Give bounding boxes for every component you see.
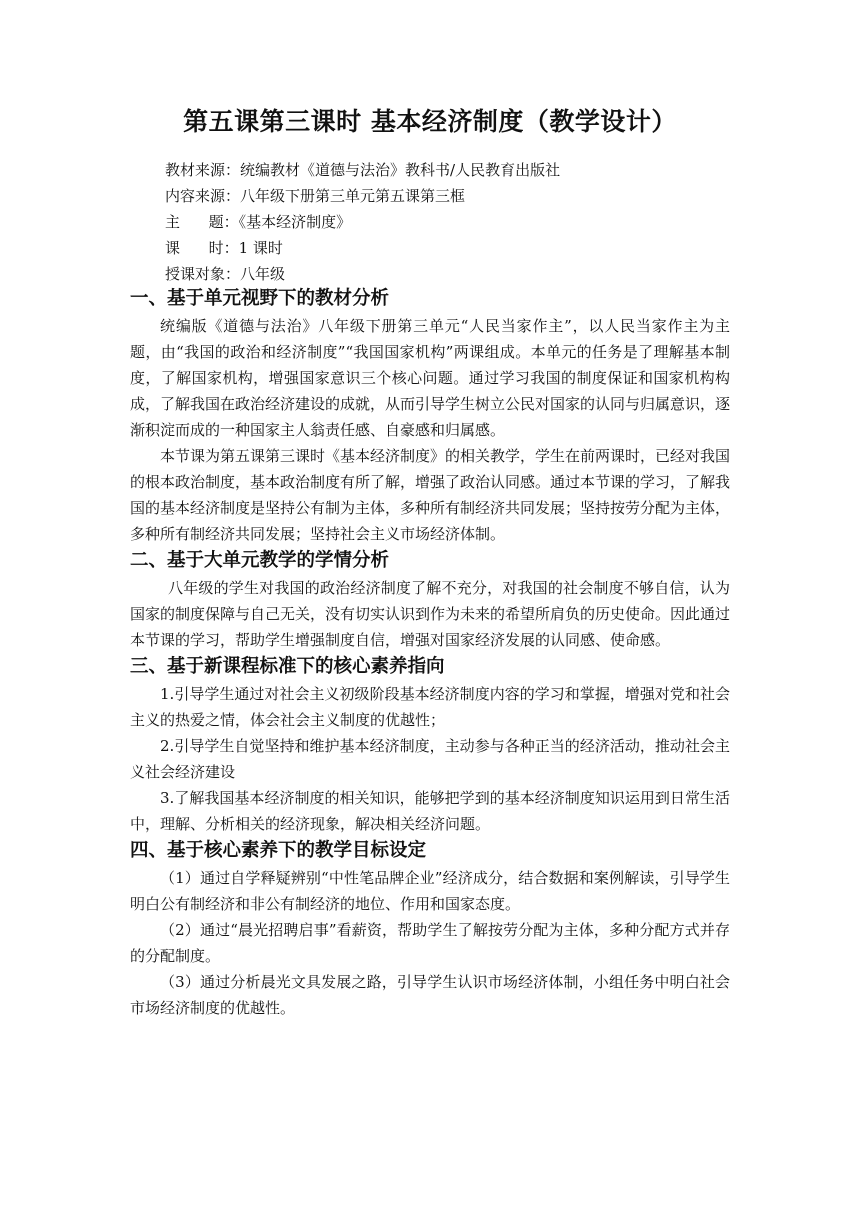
meta-row-hours — [165, 235, 745, 261]
meta-row-content — [165, 183, 745, 209]
meta-value: 统编教材《道德与法治》教科书/人民教育出版社 — [240, 161, 561, 179]
meta-label: 主 题： — [165, 213, 239, 231]
meta-label: 教材来源： — [165, 161, 241, 179]
meta-value: 八年级下册第三单元第五课第三框 — [240, 187, 466, 205]
section-heading: 三、基于新课程标准下的核心素养指向 — [130, 656, 445, 677]
section-learner-analysis — [130, 547, 730, 653]
paragraph: 2.引导学生自觉坚持和维护基本经济制度，主动参与各种正当的经济活动，推动社会主义社会经济建设 — [130, 737, 730, 781]
paragraph: （3）通过分析晨光文具发展之路，引导学生认识市场经济体制，小组任务中明白社会市场经济制度的优越性。 — [130, 973, 730, 1017]
meta-label: 课 时： — [165, 239, 239, 257]
meta-value: 《基本经济制度》 — [238, 213, 352, 231]
paragraph: （1）通过自学释疑辨别“中性笔品牌企业”经济成分，结合数据和案例解读，引导学生明白公有制经济和非公有制经济的地位、作用和国家态度。 — [130, 869, 730, 913]
meta-row-audience — [165, 261, 745, 287]
section-teaching-goals — [130, 837, 730, 1021]
paragraph: 八年级的学生对我国的政治经济制度了解不充分，对我国的社会制度不够自信，认为国家的制度保障与自己无关，没有切实认识到作为未来的希望所肩负的历史使命。因此通过本节课的学习，帮助学生增强制度自信，增强对国家经济发展的认同感、使命感。 — [130, 579, 731, 649]
section-textbook-analysis — [130, 285, 730, 547]
document-body — [130, 285, 730, 1021]
paragraph: 统编版《道德与法治》八年级下册第三单元“人民当家作主”，以人民当家作主为主题，由“我国的政治和经济制度”“我国国家机构”两课组成。本单元的任务是了理解基本制度，了解国家机构，增强国家意识三个核心问题。通过学习我国的制度保证和国家机构构成，了解我国在政治经济建设的成就，从而引导学生树立公民对国家的认同与归属意识，逐渐积淀而成的一种国家主人翁责任感、自豪感和归属感。 — [130, 317, 731, 439]
meta-value: 八年级 — [240, 265, 286, 283]
section-core-literacy — [130, 653, 730, 837]
section-heading: 四、基于核心素养下的教学目标设定 — [130, 840, 427, 861]
paragraph: （2）通过“晨光招聘启事”看薪资，帮助学生了解按劳分配为主体，多种分配方式并存的分配制度。 — [130, 921, 730, 965]
meta-value: 1 课时 — [238, 239, 283, 257]
meta-label: 内容来源： — [165, 187, 241, 205]
section-heading: 一、基于单元视野下的教材分析 — [130, 288, 390, 309]
meta-row-source — [165, 157, 745, 183]
meta-info — [165, 157, 745, 287]
meta-row-topic — [165, 209, 745, 235]
section-heading: 二、基于大单元教学的学情分析 — [130, 550, 390, 571]
document-title: 第五课第三课时 基本经济制度（教学设计） — [183, 107, 677, 136]
meta-label: 授课对象： — [165, 265, 241, 283]
paragraph: 3.了解我国基本经济制度的相关知识，能够把学到的基本经济制度知识运用到日常生活中，理解、分析相关的经济现象，解决相关经济问题。 — [130, 789, 730, 833]
paragraph: 1.引导学生通过对社会主义初级阶段基本经济制度内容的学习和掌握，增强对党和社会主义的热爱之情，体会社会主义制度的优越性； — [130, 685, 730, 729]
paragraph: 本节课为第五课第三课时《基本经济制度》的相关教学，学生在前两课时，已经对我国的根本政治制度，基本政治制度有所了解，增强了政治认同感。通过本节课的学习，了解我国的基本经济制度是坚持公有制为主体，多种所有制经济共同发展；坚持按劳分配为主体，多种所有制经济共同发展；坚持社会主义市场经济体制。 — [130, 447, 731, 543]
